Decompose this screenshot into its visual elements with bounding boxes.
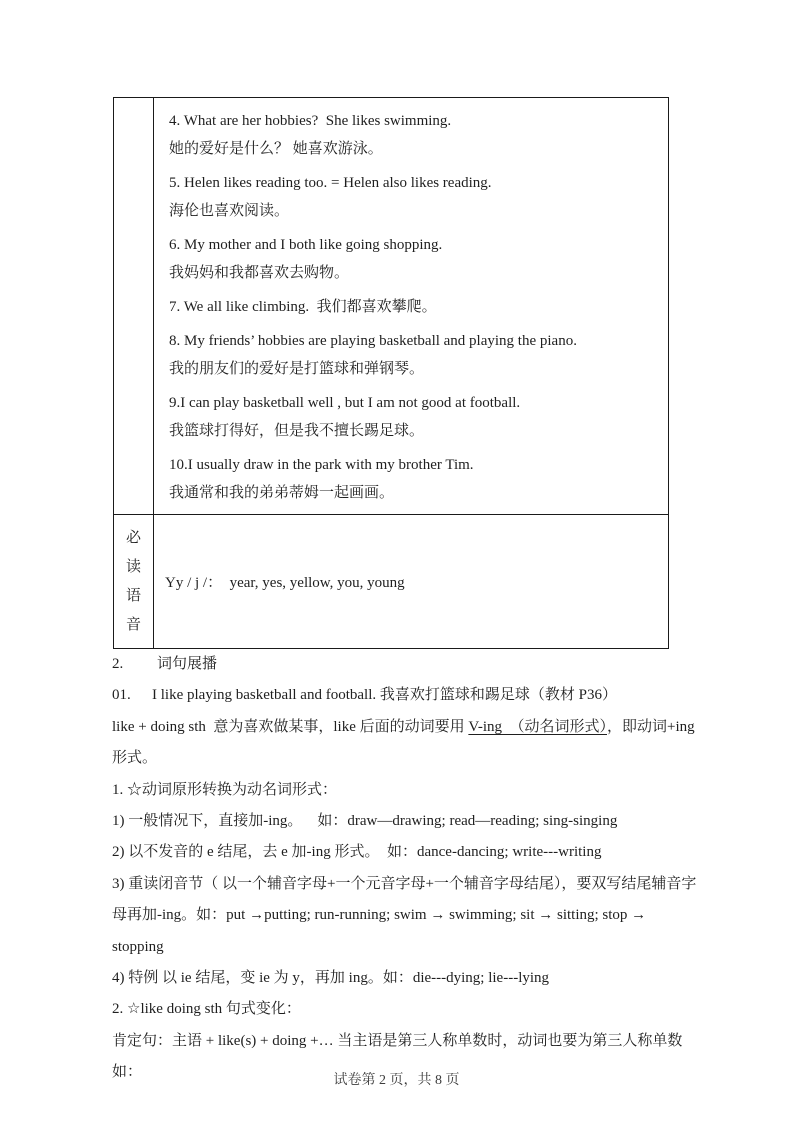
rule1-item3-line2: 母再加-ing。如：put →putting; run-running; swim → swimming; sit → sitting; stop → stopping — [112, 907, 650, 955]
rule1-title: 1. ☆动词原形转换为动名词形式： — [112, 781, 338, 798]
grammar-notes-section — [112, 649, 698, 1089]
sentence-group — [169, 231, 658, 287]
like-rule-underlined: V-ing （动名词形式） — [468, 718, 607, 735]
rule1-item4: 4) 特例 以 ie 结尾，变 ie 为 y，再加 ing。如：die---dying; lie---lying — [112, 970, 550, 987]
phonics-header-char: 读 — [125, 558, 141, 575]
example-sentences-table — [113, 97, 669, 649]
sentence-en: 4. What are her hobbies? She likes swimming. — [169, 113, 452, 129]
rule2-title: 2. ☆like doing sth 句式变化： — [112, 1001, 301, 1018]
sentences-row-header-cell — [114, 98, 154, 515]
sentence-group — [169, 107, 658, 163]
sentence-en: 10.I usually draw in the park with my brother Tim. — [169, 457, 474, 473]
phonics-header-char: 语 — [125, 587, 141, 604]
phonics-row-header-cell — [114, 515, 154, 649]
sentences-cell — [154, 98, 669, 515]
phonics-header-char: 音 — [125, 616, 141, 633]
like-rule-line — [112, 712, 698, 743]
sentence-en: 8. My friends’ hobbies are playing basketball and playing the piano. — [169, 333, 577, 349]
sentence-zh: 我篮球打得好，但是我不擅长踢足球。 — [169, 423, 425, 439]
grammar-item-number: 01. — [112, 687, 131, 704]
sentence-en-zh: 7. We all like climbing. 我们都喜欢攀爬。 — [169, 299, 437, 315]
sentence-zh: 我妈妈和我都喜欢去购物。 — [169, 265, 350, 281]
sentence-zh: 我通常和我的弟弟蒂姆一起画画。 — [169, 485, 395, 501]
sentence-en: 5. Helen likes reading too. = Helen also likes reading. — [169, 175, 492, 191]
rule2-affirmative: 肯定句：主语 + like(s) + doing +… 当主语是第三人称单数时，动词也要为第三人称单数如： — [112, 1032, 683, 1081]
section-number: 2. — [112, 656, 124, 672]
sentence-zh: 我的朋友们的爱好是打篮球和弹钢琴。 — [169, 361, 425, 377]
sentence-zh: 海伦也喜欢阅读。 — [169, 203, 290, 219]
grammar-item-heading — [112, 680, 698, 711]
like-rule-wrap-line: 形式。 — [112, 750, 158, 767]
table-row-sentences — [114, 98, 669, 515]
sentence-group — [169, 327, 658, 383]
table-row-phonics — [114, 515, 669, 649]
sentence-group — [169, 451, 658, 507]
sentence-en: 9.I can play basketball well , but I am not good at football. — [169, 395, 521, 411]
rule1-item3-line1: 3) 重读闭音节（ 以一个辅音字母+一个元音字母+一个辅音字母结尾），要双写结尾辅音字 — [112, 875, 697, 892]
sentence-group — [169, 169, 658, 225]
sentence-zh: 她的爱好是什么？ 她喜欢游泳。 — [169, 141, 383, 157]
like-rule-pre: like + doing sth 意为喜欢做某事，like 后面的动词要用 — [112, 718, 469, 735]
rule1-item1: 1) 一般情况下，直接加-ing。 如：draw—drawing; read—reading; sing-singing — [112, 813, 618, 830]
section-title: 词句展播 — [157, 656, 218, 672]
section-heading — [112, 649, 698, 680]
phonics-content-cell: Yy / j /： year, yes, yellow, you, young — [154, 515, 669, 649]
like-rule-post: ，即动词+ing — [607, 718, 695, 735]
sentence-en: 6. My mother and I both like going shopping. — [169, 237, 443, 253]
phonics-header-char: 必 — [125, 529, 141, 546]
page-footer: 试卷第 2 页，共 8 页 — [333, 1073, 460, 1088]
rule1-item2: 2) 以不发音的 e 结尾，去 e 加-ing 形式。 如：dance-dancing; write---writing — [112, 844, 602, 861]
sentence-group — [169, 389, 658, 445]
grammar-item-text: I like playing basketball and football. 我喜欢打篮球和踢足球（教材 P36） — [152, 687, 617, 704]
sentence-group — [169, 293, 658, 321]
